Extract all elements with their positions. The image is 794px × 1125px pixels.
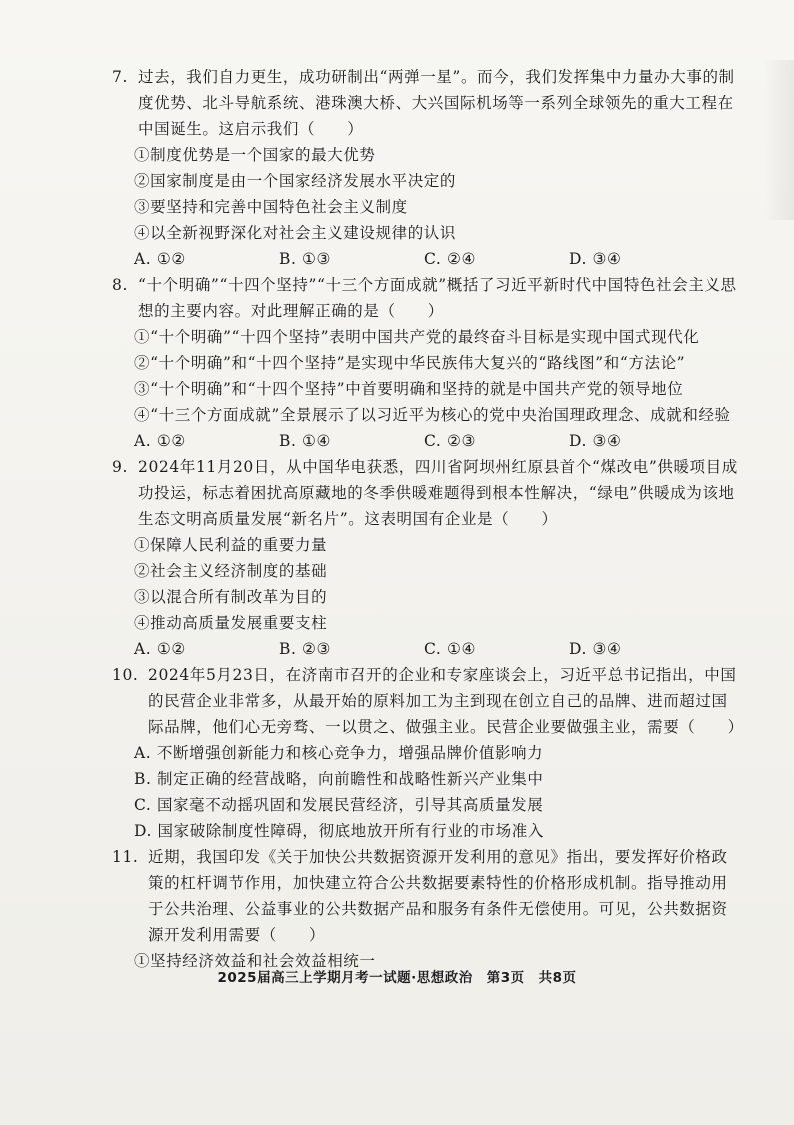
statement-1: ①制度优势是一个国家的最大优势: [134, 146, 376, 164]
question-number: 10.: [112, 666, 139, 684]
choice-a: A. ①②: [134, 640, 186, 658]
question-stem: “十个明确”“十四个坚持”“十三个方面成就”概括了习近平新时代中国特色社会主义思想的主要内容。对此理解正确的是（ ）: [138, 276, 737, 320]
option-d: D. 国家破除制度性障碍，彻底地放开所有行业的市场准入: [134, 822, 544, 840]
question-number: 8.: [112, 276, 128, 294]
question-10: [112, 662, 744, 844]
statement-2: ②社会主义经济制度的基础: [134, 562, 328, 580]
question-stem: 近期，我国印发《关于加快公共数据资源开发利用的意见》指出，要发挥好价格政策的杠杆调节作用，加快建立符合公共数据要素特性的价格形成机制。指导推动用于公共治理、公益事业的公共数据产品和服务有条件无偿使用。可见，公共数据资源开发利用需要（ ）: [148, 848, 728, 944]
choice-c: C. ①④: [424, 640, 476, 658]
choice-b: B. ②③: [279, 640, 332, 658]
choice-d: D. ③④: [569, 432, 622, 450]
statement-4: ④“十三个方面成就”全景展示了以习近平为核心的党中央治国理政理念、成就和经验: [134, 406, 731, 424]
question-number: 7.: [112, 68, 128, 86]
statement-3: ③以混合所有制改革为目的: [134, 588, 328, 606]
question-stem: 2024年5月23日，在济南市召开的企业和专家座谈会上，习近平总书记指出，中国的民营企业非常多，从最开始的原料加工为主到现在创立自己的品牌、进而超过国际品牌，他们心无旁骛、一以贯之、做强主业。民营企业要做强主业，需要（ ）: [148, 666, 744, 736]
question-list: [112, 64, 744, 974]
statement-3: ③“十个明确”和“十四个坚持”中首要明确和坚持的就是中国共产党的领导地位: [134, 380, 684, 398]
option-b: B. 制定正确的经营战略，向前瞻性和战略性新兴产业集中: [134, 770, 544, 788]
choice-b: B. ①④: [279, 432, 332, 450]
page-footer: 2025届高三上学期月考一试题·思想政治 第3页 共8页: [217, 970, 577, 986]
choice-c: C. ②③: [424, 432, 476, 450]
question-7: [112, 64, 740, 272]
statement-2: ②“十个明确”和“十四个坚持”是实现中华民族伟大复兴的“路线图”和“方法论”: [134, 354, 686, 372]
choice-b: B. ①③: [279, 250, 332, 268]
answer-choices: [112, 246, 740, 272]
question-stem: 过去，我们自力更生，成功研制出“两弹一星”。而今，我们发挥集中力量办大事的制度优势、北斗导航系统、港珠澳大桥、大兴国际机场等一系列全球领先的重大工程在中国诞生。这启示我们（ ）: [138, 68, 735, 138]
choice-c: C. ②④: [424, 250, 476, 268]
statement-4: ④推动高质量发展重要支柱: [134, 614, 328, 632]
adjacent-page-shadow: [764, 60, 794, 220]
question-8: [112, 272, 740, 454]
statement-2: ②国家制度是由一个国家经济发展水平决定的: [134, 172, 457, 190]
choice-d: D. ③④: [569, 640, 622, 658]
choice-a: A. ①②: [134, 432, 186, 450]
answer-choices: [112, 636, 740, 662]
option-c: C. 国家毫不动摇巩固和发展民营经济，引导其高质量发展: [134, 796, 544, 814]
choice-d: D. ③④: [569, 250, 622, 268]
choice-a: A. ①②: [134, 250, 186, 268]
statement-1: ①“十个明确”“十四个坚持”表明中国共产党的最终奋斗目标是实现中国式现代化: [134, 328, 700, 346]
option-a: A. 不断增强创新能力和核心竞争力，增强品牌价值影响力: [134, 744, 544, 762]
statement-4: ④以全新视野深化对社会主义建设规律的认识: [134, 224, 457, 242]
question-11: [112, 844, 740, 974]
question-9: [112, 454, 740, 662]
answer-choices: [112, 428, 740, 454]
question-number: 11.: [112, 848, 139, 866]
statement-1: ①坚持经济效益和社会效益相统一: [134, 952, 376, 970]
question-number: 9.: [112, 458, 128, 476]
question-stem: 2024年11月20日，从中国华电获悉，四川省阿坝州红原县首个“煤改电”供暖项目成功投运，标志着困扰高原藏地的冬季供暖难题得到根本性解决，“绿电”供暖成为该地生态文明高质量发展“新名片”。这表明国有企业是（ ）: [138, 458, 738, 528]
statement-3: ③要坚持和完善中国特色社会主义制度: [134, 198, 408, 216]
statement-1: ①保障人民利益的重要力量: [134, 536, 328, 554]
